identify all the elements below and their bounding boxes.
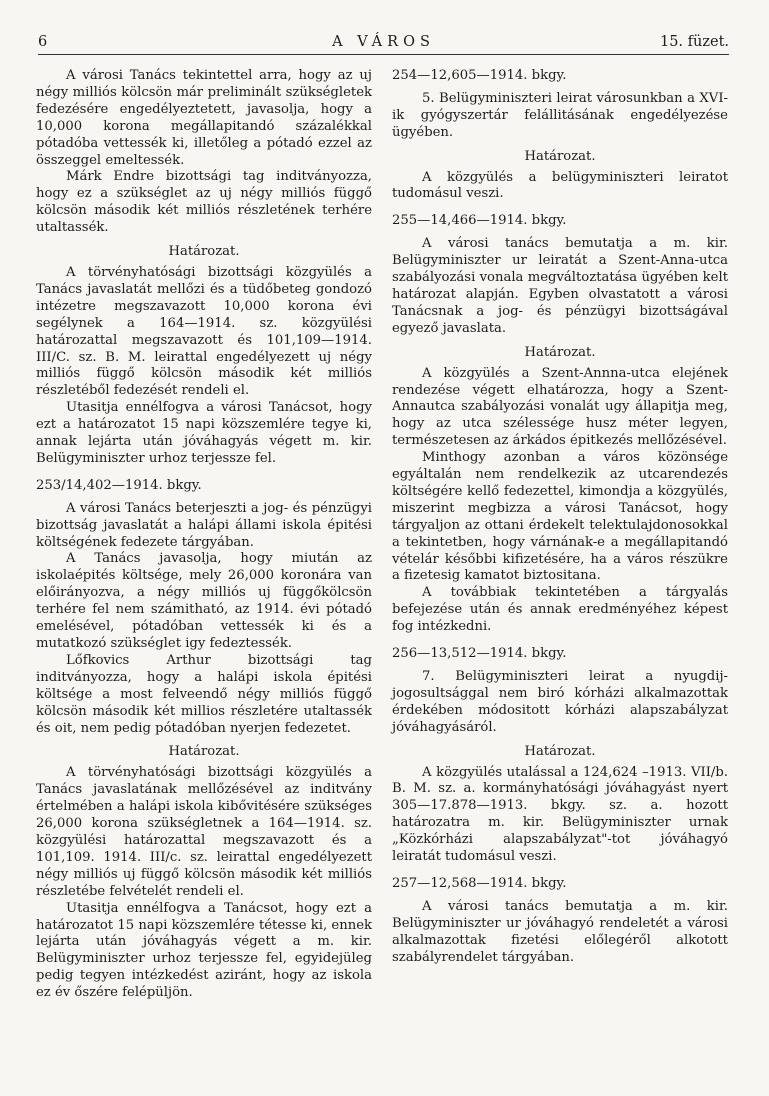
paragraph: Minthogy azonban a város közönsége egyáltalán nem rendelkezik az utcarendezés költségére kellő fedezettel, kimondja a közgyülés, miszerint megbizza a városi Tanácsot, hogy tárgyaljon az ottani érdekelt telektulajdonosokkal a tekintetben, hogy várnának-e a megállapitandó vételár későbbi kifizetésére, ha a város részükre a fizetesig kamatot biztositana.	[392, 450, 728, 584]
case-reference: 253/14,402—1914. bkgy.	[36, 477, 202, 493]
page-number: 6	[38, 34, 48, 50]
paragraph: A törvényhatósági bizottsági közgyülés a Tanács javaslatát mellőzi és a tüdőbeteg gondozó intézetre megszavazott 10,000 korona évi segélynek a 164—1914. sz. közgyülési határozattal megszavazott és 101,109—1914. III/C. sz. B. M. leirattal engedélyezett uj négy milliós függő kölcsön második két milliós részletéből fedezését rendeli el.	[36, 264, 372, 399]
page-header	[38, 34, 729, 55]
resolution-heading: Határozat.	[168, 244, 240, 260]
case-reference: 257—12,568—1914. bkgy.	[392, 875, 567, 891]
resolution-heading: Határozat.	[524, 344, 596, 360]
left-column	[36, 68, 372, 1002]
paragraph: A törvényhatósági bizottsági közgyülés a Tanács javaslatának mellőzésével az inditvány értelmében a halápi iskola kibővitésére szükséges 26,000 korona szükségletnek a 164—1914. sz. közgyülési határozattal megszavazott és a 101,109. 1914. III/c. sz. leirattal engedélyezett négy milliós uj függő kölcsön második két milliós részletébe felvételét rendeli el.	[36, 765, 372, 899]
right-column	[392, 68, 728, 967]
paragraph: Lőfkovics Arthur bizottsági tag inditványozza, hogy a halápi iskola épitési költsége a most felveendő négy milliós függő kölcsön második két millios részletére utaltassék és oit, nem pedig pótadóban nyerjen fedezetet.	[36, 652, 372, 736]
journal-title: A VÁROS	[332, 34, 435, 50]
paragraph: A továbbiak tekintetében a tárgyalás befejezése után és annak eredményéhez képest fog intézkedni.	[392, 585, 728, 635]
paragraph: A városi Tanács beterjeszti a jog- és pénzügyi bizottság javaslatát a halápi állami iskola épitési költségének fedezete tárgyában.	[36, 500, 372, 550]
paragraph: 5. Belügyminiszteri leirat városunkban a XVI-ik gyógyszertár felállitásának engedélyezése ügyében.	[392, 90, 728, 140]
paragraph: Utasitja ennélfogva a városi Tanácsot, hogy ezt a határozatot 15 napi közszemlére tegye ki, annak lejárta után jóváhagyás végett m. kir. Belügyminiszter urhoz terjessze fel.	[36, 400, 372, 466]
case-reference: 255—14,466—1914. bkgy.	[392, 213, 567, 229]
resolution-heading: Határozat.	[524, 148, 596, 164]
paragraph: 7. Belügyminiszteri leirat a nyugdij-jogosultsággal nem biró kórházi alkalmazottak érdekében módositott kórházi alapszabályzat jóváhagyásáról.	[392, 669, 728, 735]
paragraph: Márk Endre bizottsági tag inditványozza, hogy ez a szükséglet az uj négy milliós függő kölcsön második két milliós részletének terhére utaltassék.	[36, 169, 372, 236]
paragraph: A városi tanács bemutatja a m. kir. Belügyminiszter ur jóváhagyó rendeletét a városi alkalmazottak fizetési előlegéről alkotott szabályrendelet tárgyában.	[392, 898, 728, 965]
issue-label: 15. füzet.	[659, 34, 729, 50]
paragraph: A Tanács javasolja, hogy miután az iskolaépités költsége, mely 26,000 koronára van előirányozva, a négy milliós uj függőkölcsön terhére fel nem számitható, az 1914. évi pótadó emelésével, pótadóban vettessék ki és a mutatkozó szükséglet igy fedeztessék.	[36, 551, 372, 651]
paragraph: A közgyülés utalással a 124,624 –1913. VII/b. B. M. sz. a. kormányhatósági jóváhagyást nyert 305—17.878—1913. bkgy. sz. a. hozott határozatra m. kir. Belügyminiszter urnak „Közkórházi alapszabályzat"-tot jóváhagyó leiratát tudomásul veszi.	[392, 764, 728, 865]
paragraph: A városi tanács bemutatja a m. kir. Belügyminiszter ur leiratát a Szent-Anna-utca szabályozási vonala megváltoztatása ügyében kelt határozat alapján. Egyben olvastatott a városi Tanácsnak a jog- és pénzügyi bizottságával egyező javaslata.	[392, 236, 728, 336]
paragraph: Utasitja ennélfogva a Tanácsot, hogy ezt a határozatot 15 napi közszemlére tétesse ki, ennek lejárta után jóváhagyás végett a m. kir. Belügyminiszter urhoz terjesszе fel, egyidejüleg pedig tegyen intézkedést aziránt, hogy az iskola ez év őszére felépüljön.	[36, 900, 372, 1001]
resolution-heading: Határozat.	[524, 743, 596, 759]
case-reference: 256—13,512—1914. bkgy.	[392, 646, 567, 662]
paragraph: A városi Tanács tekintettel arra, hogy az uj négy milliós kölcsön már preliminált szükségletek fedezésére engedélyeztetett, javasolja, hogy a 10,000 korona megállapitandó százalékkal pótadóba vettessék ki, illetőleg a pótadó ezzel az összeggel emeltessék.	[36, 68, 372, 168]
paragraph: A közgyülés a Szent-Annna-utca elejének rendezése végett elhatározza, hogy a Szent-Annautca szabályozási vonalát ugy állapitja meg, hogy az utca szélessége husz méter legyen, természetesen az árkádos épitkezés mellőzésével.	[392, 365, 728, 449]
case-reference: 254—12,605—1914. bkgy.	[392, 68, 567, 83]
resolution-heading: Határozat.	[168, 744, 240, 760]
paragraph: A közgyülés a belügyminiszteri leiratot tudomásul veszi.	[392, 169, 728, 202]
